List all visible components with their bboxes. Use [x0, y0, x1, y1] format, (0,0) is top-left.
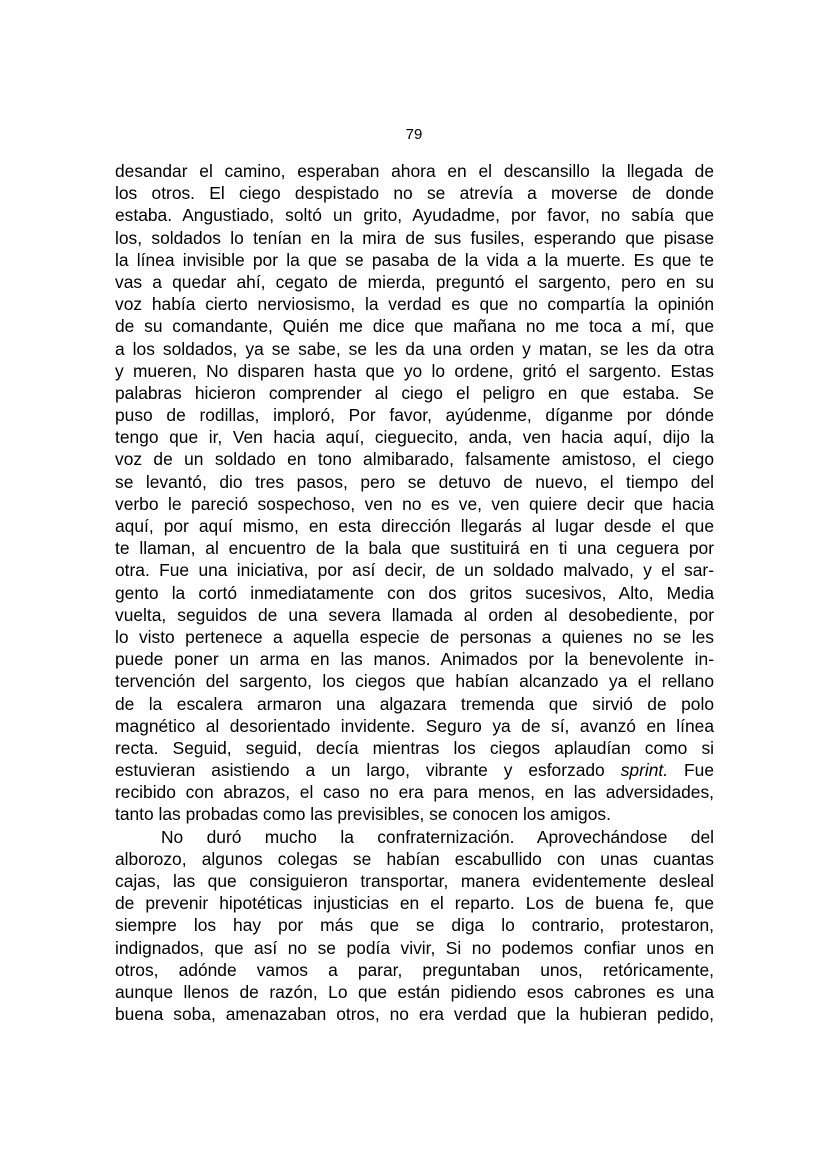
- text-line: recibido con abrazos, el caso no era para menos, en las adversidades,: [115, 782, 714, 803]
- text-line: verbo le pareció sospechoso, ven no es ve, ven quiere decir que hacia: [115, 493, 714, 514]
- text-segment: estuvieran asistiendo a un largo, vibrante y esforzado: [115, 760, 621, 781]
- text-line: lo visto pertenece a aquella especie de personas a quienes no se les: [115, 626, 714, 647]
- text-line: vas a quedar ahí, cegato de mierda, preguntó el sargento, pero en su: [115, 271, 714, 292]
- text-line: recta. Seguid, seguid, decía mientras los ciegos aplaudían como si: [115, 737, 714, 758]
- text-line: aquí, por aquí mismo, en esta dirección llegarás al lugar desde el que: [115, 516, 714, 536]
- text-line: magnético al desorientado invidente. Seguro ya de sí, avanzó en línea: [115, 715, 714, 736]
- text-line: los, soldados lo tenían en la mira de sus fusiles, esperando que pisase: [115, 227, 714, 248]
- text-line: alborozo, algunos colegas se habían escabullido con unas cuantas: [115, 848, 714, 869]
- text-line: se levantó, dio tres pasos, pero se detuvo de nuevo, el tiempo del: [115, 471, 714, 492]
- text-line: los otros. El ciego despistado no se atrevía a moverse de donde: [115, 183, 714, 204]
- text-line: a los soldados, ya se sabe, se les da una orden y matan, se les da otra: [115, 338, 714, 359]
- text-line: buena soba, amenazaban otros, no era verdad que la hubieran pedido,: [115, 1004, 714, 1025]
- text-line: la línea invisible por la que se pasaba de la vida a la muerte. Es que te: [115, 249, 714, 270]
- text-line: puso de rodillas, imploró, Por favor, ayúdenme, díganme por dónde: [115, 405, 714, 426]
- text-line: No duró mucho la confraternización. Aprovechándose del: [161, 826, 714, 847]
- text-line: tengo que ir, Ven hacia aquí, cieguecito, anda, ven hacia aquí, dijo la: [115, 427, 714, 448]
- italic-word: sprint.: [620, 760, 669, 781]
- text-line: voz de un soldado en tono almibarado, falsamente amistoso, el ciego: [115, 449, 714, 470]
- paragraph-1: [115, 160, 714, 826]
- text-line: palabras hicieron comprender al ciego el peligro en que estaba. Se: [115, 382, 714, 403]
- text-line: gento la cortó inmediatamente con dos gritos sucesivos, Alto, Media: [115, 582, 714, 603]
- text-line: te llaman, al encuentro de la bala que sustituirá en ti una ceguera por: [115, 538, 714, 559]
- text-line: de prevenir hipotéticas injusticias en el reparto. Los de buena fe, que: [115, 893, 714, 914]
- text-line: estaba. Angustiado, soltó un grito, Ayudadme, por favor, no sabía que: [115, 205, 714, 226]
- body-text: [115, 160, 714, 1025]
- page-number: 79: [405, 126, 423, 143]
- text-line: de su comandante, Quién me dice que mañana no me toca a mí, que: [115, 316, 714, 337]
- text-line: tanto las probadas como las previsibles, se conocen los amigos.: [115, 804, 611, 825]
- text-line: siempre los hay por más que se diga lo contrario, protestaron,: [115, 915, 714, 936]
- text-line: aunque llenos de razón, Lo que están pidiendo esos cabrones es una: [115, 981, 714, 1002]
- text-line: vuelta, seguidos de una severa llamada al orden al desobediente, por: [115, 604, 714, 625]
- text-line: tervención del sargento, los ciegos que habían alcanzado ya el rellano: [115, 671, 714, 692]
- text-line: de la escalera armaron una algazara tremenda que sirvió de polo: [115, 693, 714, 714]
- text-line: y mueren, No disparen hasta que yo lo ordene, gritó el sargento. Estas: [115, 360, 714, 381]
- text-line: puede poner un arma en las manos. Animados por la benevolente in-: [115, 649, 714, 670]
- text-line: otra. Fue una iniciativa, por así decir, de un soldado malvado, y el sar-: [115, 560, 714, 581]
- text-line: desandar el camino, esperaban ahora en el descansillo la llegada de: [115, 161, 714, 181]
- text-segment: Fue: [668, 760, 714, 781]
- paragraph-2: [115, 826, 714, 1026]
- text-line: indignados, que así no se podía vivir, Si no podemos confiar unos en: [115, 937, 714, 958]
- text-line: voz había cierto nerviosismo, la verdad es que no compartía la opinión: [115, 294, 714, 315]
- text-line: otros, adónde vamos a parar, preguntaban unos, retóricamente,: [115, 959, 714, 980]
- text-line: cajas, las que consiguieron transportar, manera evidentemente desleal: [115, 871, 714, 891]
- text-line: [115, 759, 714, 781]
